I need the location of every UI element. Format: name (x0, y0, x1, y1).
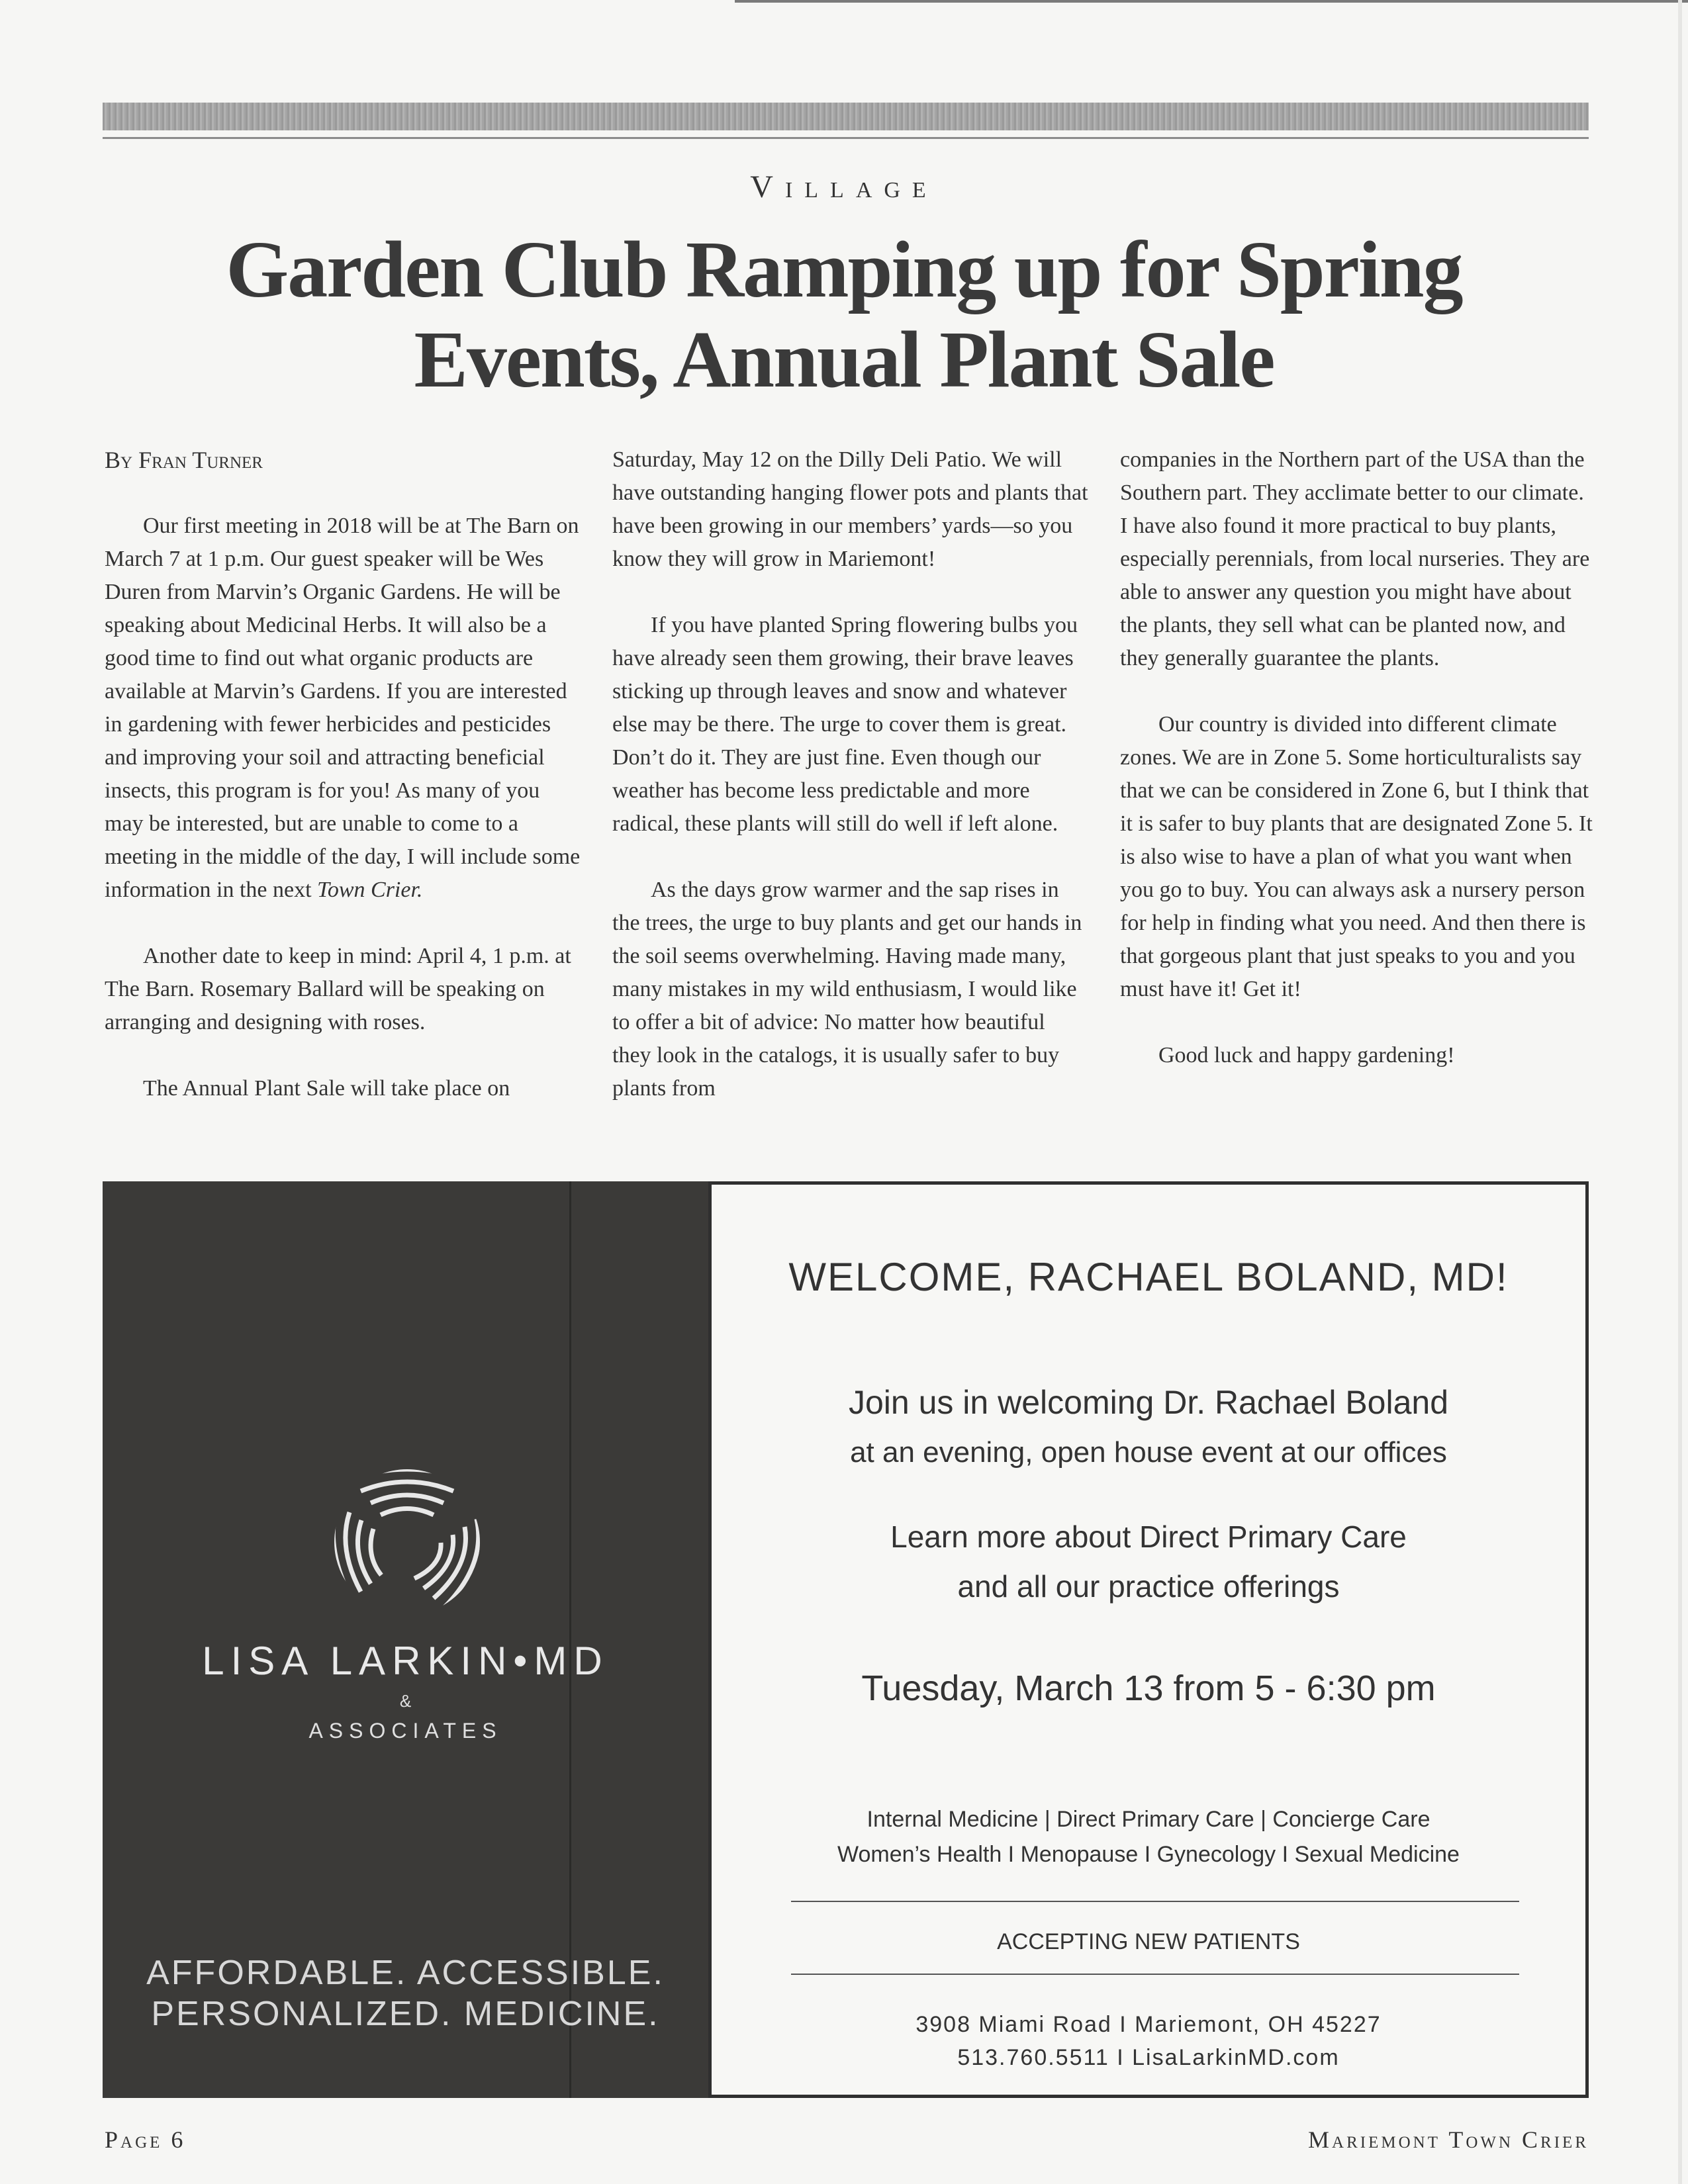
divider (791, 1974, 1519, 1975)
advertisement-event-panel (708, 1181, 1589, 2098)
section-label: Village (750, 169, 938, 205)
paragraph: Our first meeting in 2018 will be at The Barn on March 7 at 1 p.m. Our guest speaker will be Wes Duren from Marvin’s Organic Gardens. He will be speaking about Medicinal Herbs. It will also be a good time to find out what organic products are available at Marvin’s Gardens. If you are interested in gardening with fewer herbicides and pesticides and improving your soil and attracting beneficial insects, this program is for you! As many of you may be interested, but are unable to come to a meeting in the middle of the day, I will include some information in the next Town Crier. (105, 514, 581, 902)
accepting-patients: ACCEPTING NEW PATIENTS (997, 1929, 1300, 1954)
brand-tagline: AFFORDABLE. ACCESSIBLE. PERSONALIZED. MEDICINE. (146, 1954, 665, 2033)
paragraph: If you have planted Spring flowering bulbs you have already seen them growing, their brave leaves sticking up through leaves and snow and whatever else may be there. The urge to cover them is great. Don’t do it. They are just fine. Even though our weather has become less predictable and more radical, these plants will still do well if left alone. (612, 613, 1078, 836)
services-line-1: Internal Medicine | Direct Primary Care | Concierge Care (867, 1807, 1430, 1832)
header-bar (103, 103, 1589, 130)
byline: By Fran Turner (105, 447, 263, 473)
learn-line-1: Learn more about Direct Primary Care (890, 1520, 1407, 1554)
paragraph: Our country is divided into different climate zones. We are in Zone 5. Some horticulturalists say that we can be considered in Zone 6, but I think that it is safer to buy plants that are designated Zone 5. It is also wise to have a plan of what you want when you go to buy. You can always ask a nursery person for help in finding what you need. And then there is that gorgeous plant that just speaks to you and you must have it! Get it! (1120, 712, 1593, 1001)
divider (791, 1901, 1519, 1902)
page-number: Page 6 (105, 2126, 186, 2153)
publication-ref: Town Crier. (317, 878, 423, 902)
article-column-2 (612, 443, 1089, 1105)
article-column-3 (1120, 443, 1597, 1072)
event-date: Tuesday, March 13 from 5 - 6:30 pm (861, 1668, 1436, 1708)
brand-name: LISA LARKIN•MD (202, 1639, 609, 1683)
phone-website: 513.760.5511 I LisaLarkinMD.com (957, 2045, 1340, 2070)
article-headline: Garden Club Ramping up for Spring Events, Annual Plant Sale (226, 225, 1462, 404)
swirl-logo-icon (331, 1466, 483, 1618)
brand-associates: ASSOCIATES (308, 1719, 502, 1743)
paragraph: companies in the Northern part of the USA than the Southern part. They acclimate better to our climate. I have also found it more practical to buy plants, especially perennials, from local nurseries. They are able to answer any question you might have about the plants, they sell what can be planted now, and they generally guarantee the plants. (1120, 447, 1590, 670)
header-rule (103, 137, 1589, 139)
advertisement-brand-panel (103, 1181, 708, 2098)
invite-line-1: Join us in welcoming Dr. Rachael Boland (848, 1384, 1449, 1421)
learn-line-2: and all our practice offerings (957, 1569, 1340, 1604)
paragraph: As the days grow warmer and the sap rises in the trees, the urge to buy plants and get our hands in the soil seems overwhelming. Having made many, many mistakes in my wild enthusiasm, I would like to offer a bit of advice: No matter how beautiful they look in the catalogs, it is usually safer to buy plants from (612, 878, 1082, 1101)
paragraph: The Annual Plant Sale will take place on (143, 1076, 510, 1101)
invite-line-2: at an evening, open house event at our offices (850, 1436, 1447, 1469)
article-column-1 (105, 443, 581, 1105)
address: 3908 Miami Road I Mariemont, OH 45227 (915, 2012, 1382, 2037)
paragraph: Good luck and happy gardening! (1158, 1043, 1455, 1068)
paragraph: Another date to keep in mind: April 4, 1 p.m. at The Barn. Rosemary Ballard will be speaking on arranging and designing with roses. (105, 944, 571, 1034)
services-line-2: Women’s Health I Menopause I Gynecology I Sexual Medicine (837, 1842, 1460, 1867)
brand-ampersand: & (399, 1691, 412, 1711)
paragraph: Saturday, May 12 on the Dilly Deli Patio. We will have outstanding hanging flower pots and plants that have been growing in our members’ yards—so you know they will grow in Mariemont! (612, 447, 1088, 571)
welcome-heading: WELCOME, RACHAEL BOLAND, MD! (788, 1255, 1509, 1299)
publication-name: Mariemont Town Crier (1308, 2126, 1589, 2153)
scan-right-edge (1678, 0, 1682, 2184)
scan-top-line (735, 0, 1688, 3)
